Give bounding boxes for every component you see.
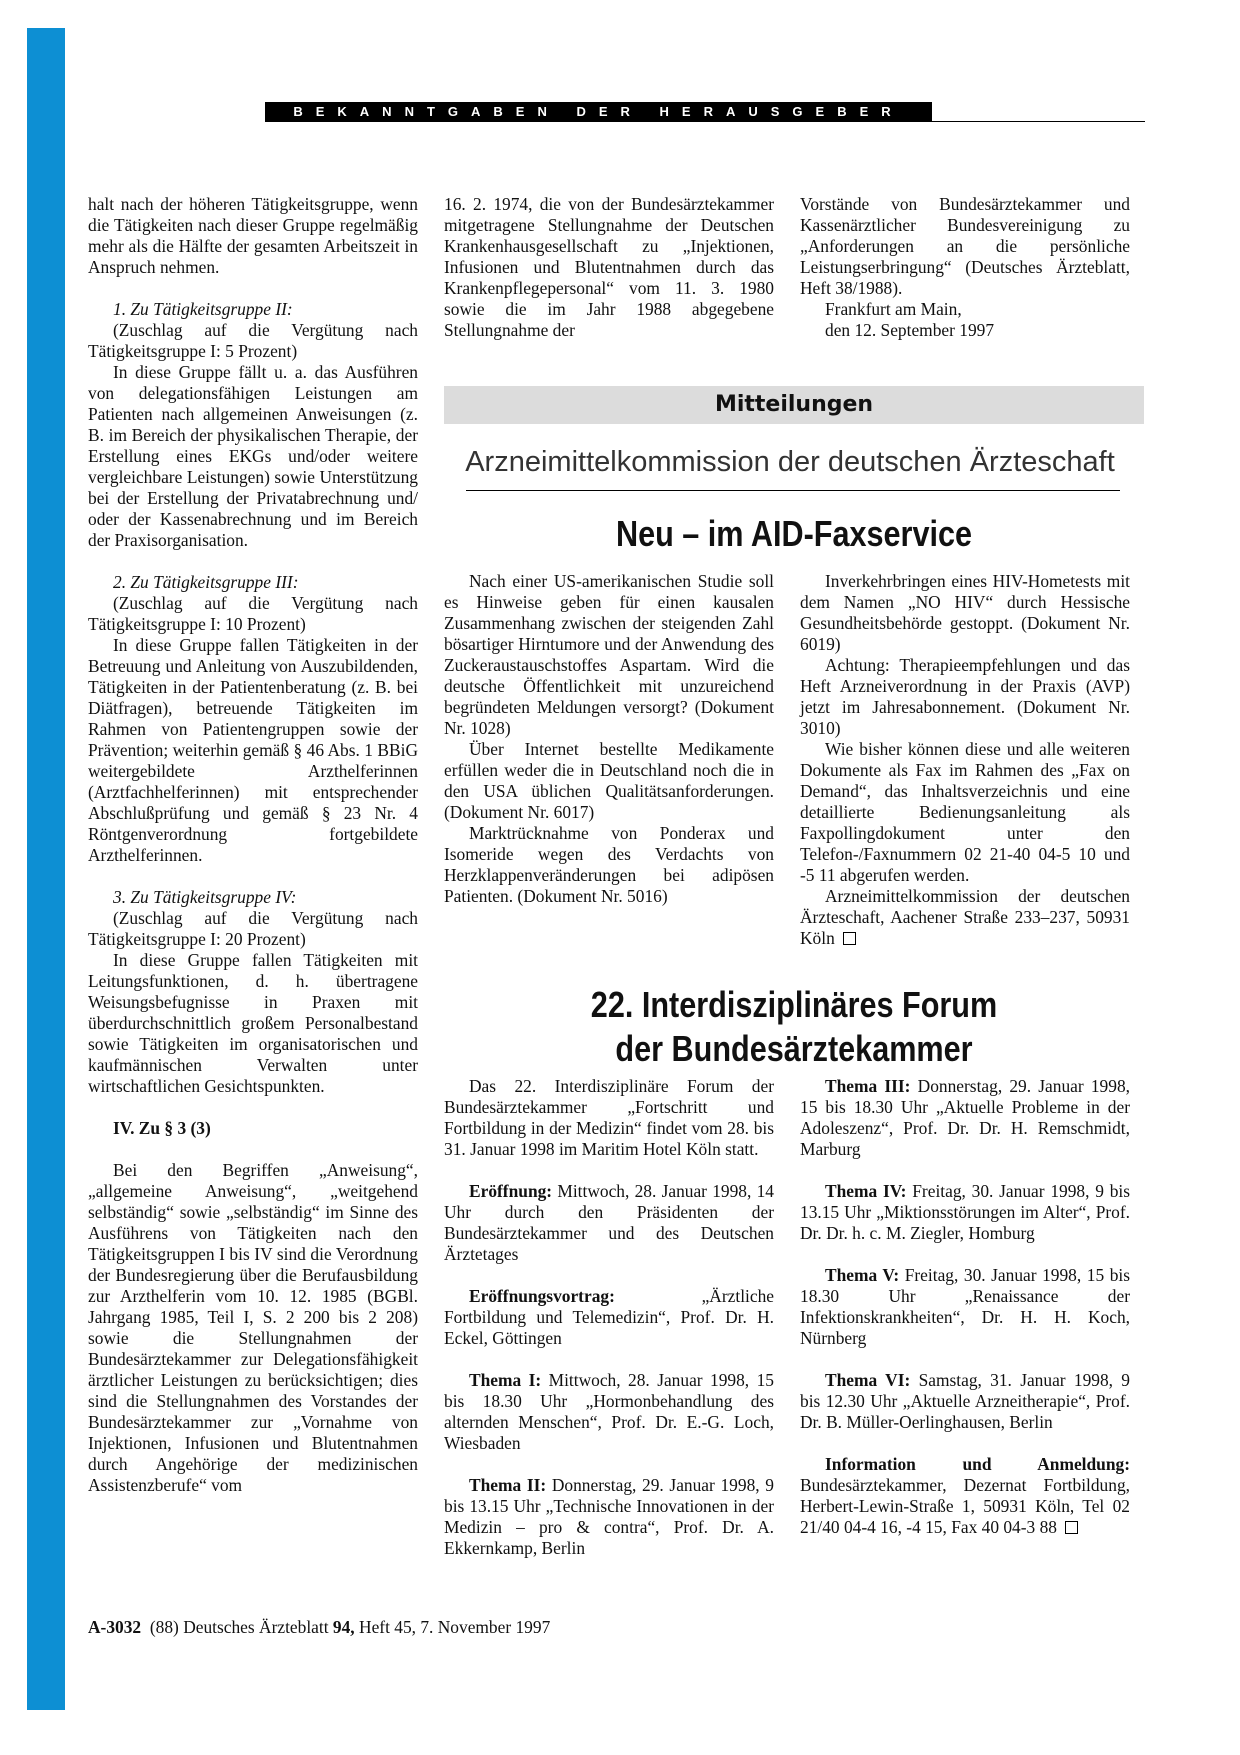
item-label: Thema VI: — [825, 1370, 911, 1390]
forum-item — [800, 1454, 1130, 1538]
item-text: Freitag, 30. Januar 1998, 9 bis 13.15 Uhr „Miktionsstörungen im Alter“, Prof. Dr. Dr. h. c. M. Ziegler, Homburg — [800, 1181, 1131, 1243]
place: Frankfurt am Main, — [825, 299, 962, 319]
right-column-top — [800, 194, 1130, 341]
organization-rule — [466, 490, 1120, 491]
paragraph: (Zuschlag auf die Vergütung nach Tätigkeitsgruppe I: 10 Prozent) — [88, 593, 418, 634]
fax-column-1 — [444, 571, 774, 907]
item-label: Eröffnungsvortrag: — [469, 1286, 615, 1306]
item-label: Thema IV: — [825, 1181, 907, 1201]
paragraph: Bei den Begriffen „Anweisung“, „allgemeine Anweisung“, „weitgehend selbständig“ sowie „selbständig“ im Sinne des Ausführens von Tätigkeiten nach den Tätigkeitsgruppen I bis IV sind die Verordnung der Bundesregierung über die Berufausbildung zur Arzthelferin vom 10. 12. 1985 (BGBl. Jahrgang 1985, Teil I, S. 2 200 bis 2 208) sowie die Stellungnahmen der Bundesärztekammer zur Delegationsfähigkeit ärztlicher Leistungen zu berücksichtigen; dies sind die Stellungnahmen des Vorstandes der Bundesärztekammer zur „Vornahme von Injektionen, Infusionen und Blutentnahmen durch Angehörige der medizinischen Assistenzberufe“ vom — [88, 1160, 418, 1495]
item-text: Samstag, 31. Januar 1998, 9 bis 12.30 Uhr „Aktuelle Arzneitherapie“, Prof. Dr. B. Müller-Oerlinghausen, Berlin — [800, 1370, 1131, 1432]
forum-item — [800, 1076, 1130, 1160]
paragraph: Das 22. Interdisziplinäre Forum der Bundesärztekammer „Fortschritt und Fortbildung in der Medizin“ findet vom 28. bis 31. Januar 1998 im Maritim Hotel Köln statt. — [444, 1076, 774, 1159]
forum-item — [444, 1286, 774, 1349]
journal-name: Deutsches Ärzteblatt — [183, 1617, 329, 1637]
forum-item — [444, 1370, 774, 1454]
paragraph: Nach einer US-amerikanischen Studie soll es Hinweise geben für einen kausalen Zusammenhang zwischen der steigenden Zahl bösartiger Hirntumore und der Anwendung des Zuckeraustauschstoffes Aspartam. Wird die deutsche Öffentlichkeit mit unzureichend begründeten Meldungen versorgt? (Dokument Nr. 1028) — [444, 571, 774, 738]
item-label: Thema II: — [469, 1475, 547, 1495]
paragraph: (Zuschlag auf die Vergütung nach Tätigkeitsgruppe I: 20 Prozent) — [88, 908, 418, 949]
article-headline: Neu – im AID-Faxservice — [615, 513, 973, 554]
paragraph: Über Internet bestellte Medikamente erfüllen weder die in Deutschland noch die in den USA üblichen Qualitätsanforderungen. (Dokument Nr. 6017) — [444, 739, 774, 822]
item-text: Donnerstag, 29. Januar 1998, 9 bis 13.15 Uhr „Technische Innovationen in der Medizin – pro & contra“, Prof. Dr. A. Ekkernkamp, Berlin — [444, 1475, 774, 1558]
item-text: Donnerstag, 29. Januar 1998, 15 bis 18.30 Uhr „Aktuelle Probleme in der Adoleszenz“, Prof. Dr. Dr. H. Remschmidt, Marburg — [800, 1076, 1130, 1159]
end-mark-icon — [1065, 1521, 1078, 1534]
fax-column-2 — [800, 571, 1130, 949]
issue: Heft 45, 7. November 1997 — [359, 1617, 551, 1637]
organization-title: Arzneimittelkommission der deutschen Ärzteschaft — [465, 446, 1115, 478]
forum-headline-line1: 22. Interdisziplinäres Forum — [590, 984, 998, 1025]
paragraph: Wie bisher können diese und alle weiteren Dokumente als Fax im Rahmen des „Fax on Demand“, das Inhaltsverzeichnis und eine detaillierte Bedienungsanleitung als Faxpollingdokument unter den Telefon-/Faxnummern 02 21-40 04-5 10 und -5 11 abgerufen werden. — [800, 739, 1130, 885]
forum-item — [444, 1475, 774, 1559]
forum-item — [444, 1181, 774, 1265]
end-mark-icon — [843, 932, 856, 945]
item-label: Thema V: — [825, 1265, 900, 1285]
volume: 94, — [332, 1617, 355, 1637]
item-text: Bundesärztekammer, Dezernat Fortbildung, Herbert-Lewin-Straße 1, 50931 Köln, Tel 02 21/40 04-4 16, -4 15, Fax 40 04-3 88 — [800, 1475, 1130, 1537]
address: Arzneimittelkommission der deutschen Ärzteschaft, Aachener Straße 233–237, 50931 Köln — [800, 886, 1130, 948]
item-text: „Ärztliche Fortbildung und Telemedizin“, Prof. Dr. H. Eckel, Göttingen — [444, 1286, 774, 1348]
section-heading: IV. Zu § 3 (3) — [113, 1118, 211, 1138]
forum-headline-line2: der Bundesärztekammer — [615, 1028, 973, 1069]
item-text: Freitag, 30. Januar 1998, 15 bis 18.30 Uhr „Renaissance der Infektionskrankheiten“, Dr. H. H. Koch, Nürnberg — [800, 1265, 1130, 1348]
subheading: 3. Zu Tätigkeitsgruppe IV: — [113, 887, 297, 907]
paragraph — [800, 886, 1130, 949]
item-label: Thema I: — [469, 1370, 542, 1390]
forum-column-1 — [444, 1076, 774, 1559]
local-page-number: (88) — [149, 1617, 179, 1637]
date: den 12. September 1997 — [825, 320, 995, 340]
forum-item — [800, 1370, 1130, 1433]
blue-sidebar-stripe — [27, 28, 65, 1710]
header-rule — [265, 121, 1145, 122]
item-label: Eröffnung: — [469, 1181, 553, 1201]
subheading: 2. Zu Tätigkeitsgruppe III: — [113, 572, 299, 592]
page-number: A-3032 — [88, 1617, 142, 1637]
item-text: Mittwoch, 28. Januar 1998, 15 bis 18.30 Uhr „Hormonbehandlung des alternden Menschen“, Prof. Dr. E.-G. Loch, Wiesbaden — [444, 1370, 774, 1453]
paragraph: In diese Gruppe fällt u. a. das Ausführen von delegationsfähigen Leistungen am Patienten nach allgemeinen Anweisungen (z. B. im Bereich der physikalischen Therapie, der Erstellung eines EKGs und/oder weitere vergleichbare Leistungen) sowie Unterstützung bei der Erstellung der Privatabrechnung und/ oder der Kassenabrechnung und im Bereich der Praxisorganisation. — [88, 362, 418, 550]
paragraph: Vorstände von Bundesärztekammer und Kassenärztlicher Bundesvereinigung zu „Anforderungen an die persönliche Leistungserbringung“ (Deutsches Ärzteblatt, Heft 38/1988). — [800, 194, 1130, 298]
page-footer — [88, 1617, 550, 1638]
paragraph: Inverkehrbringen eines HIV-Hometests mit dem Namen „NO HIV“ durch Hessische Gesundheitsbehörde gestoppt. (Dokument Nr. 6019) — [800, 571, 1130, 654]
forum-item — [800, 1181, 1130, 1244]
paragraph: 16. 2. 1974, die von der Bundesärztekammer mitgetragene Stellungnahme der Deutschen Krankenhausgesellschaft zu „Injektionen, Infusionen und Blutentnahmen durch das Krankenpflegepersonal“ vom 11. 3. 1980 sowie die im Jahr 1988 abgegebene Stellungnahme der — [444, 194, 774, 340]
forum-item — [800, 1265, 1130, 1349]
paragraph: Marktrücknahme von Ponderax und Isomeride wegen des Verdachts von Herzklappenveränderungen bei adipösen Patienten. (Dokument Nr. 5016) — [444, 823, 774, 906]
left-column — [88, 194, 418, 1496]
forum-column-2 — [800, 1076, 1130, 1538]
paragraph: In diese Gruppe fallen Tätigkeiten in der Betreuung und Anleitung von Auszubildenden, Tätigkeiten in der Patientenberatung (z. B. bei Diätfragen), betreuende Tätigkeiten im Rahmen von Patientengruppen sowie der Prävention; weiterhin gemäß § 46 Abs. 1 BBiG weitergebildete Arzthelferinnen (Arztfachhelferinnen) mit entsprechender Abschlußprüfung und gemäß § 23 Nr. 4 Röntgenverordnung fortgebildete Arzthelferinnen. — [88, 635, 418, 865]
paragraph: halt nach der höheren Tätigkeitsgruppe, wenn die Tätigkeiten nach dieser Gruppe regelmäßig mehr als die Hälfte der gesamten Arbeitszeit in Anspruch nehmen. — [88, 194, 418, 277]
forum-headline — [497, 983, 1092, 1071]
subheading: 1. Zu Tätigkeitsgruppe II: — [113, 299, 293, 319]
paragraph: In diese Gruppe fallen Tätigkeiten mit Leitungsfunktionen, d. h. übertragene Weisungsbefugnisse in Praxen mit überdurchschnittlich großem Personalbestand sowie Tätigkeiten im organisatorischen und kaufmännischen Verwalten unter wirtschaftlichen Gesichtspunkten. — [88, 950, 418, 1096]
item-text: Mittwoch, 28. Januar 1998, 14 Uhr durch den Präsidenten der Bundesärztekammer und des Deutschen Ärztetages — [444, 1181, 774, 1264]
middle-column-top — [444, 194, 774, 341]
paragraph: Achtung: Therapieempfehlungen und das Heft Arzneiverordnung in der Praxis (AVP) jetzt im Jahresabonnement. (Dokument Nr. 3010) — [800, 655, 1130, 738]
mitteilungen-banner: Mitteilungen — [444, 386, 1144, 424]
paragraph: (Zuschlag auf die Vergütung nach Tätigkeitsgruppe I: 5 Prozent) — [88, 320, 418, 361]
item-label: Information und Anmeldung: — [825, 1454, 1130, 1474]
section-header: BEKANNTGABEN DER HERAUSGEBER — [265, 102, 932, 122]
item-label: Thema III: — [825, 1076, 911, 1096]
